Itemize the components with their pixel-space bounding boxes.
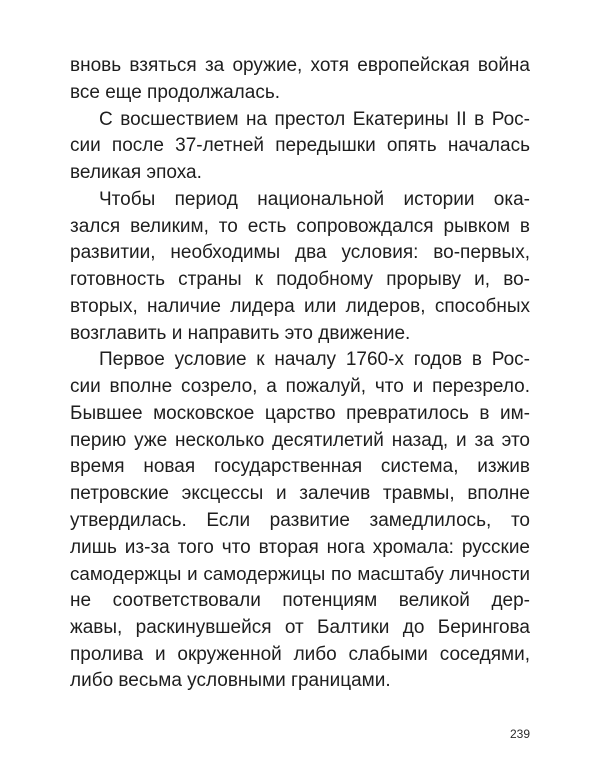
text-line: жавы, раскинувшейся от Балтики до Берингова — [70, 616, 530, 638]
text-line: время новая государственная система, изжив — [70, 456, 530, 478]
body-text — [70, 53, 530, 695]
text-line: лишь из-за того что вторая нога хромала: русские — [70, 536, 530, 558]
text-line: либо весьма условными границами. — [70, 670, 391, 692]
text-line: сии вполне созрело, а пожалуй, что и перезрело. — [70, 376, 530, 397]
page-number: 239 — [509, 727, 530, 741]
text-line: великая эпоха. — [70, 162, 202, 183]
text-line: С восшествием на престол Екатерины II в Рос- — [99, 108, 530, 130]
text-line: петровские эксцессы и залечив травмы, вполне — [70, 483, 530, 504]
text-line: утвердилась. Если развитие замедлилось, то — [70, 509, 530, 531]
text-line: развитии, необходимы два условия: во-первых, — [70, 242, 530, 264]
text-line: возглавить и направить это движение. — [70, 322, 411, 344]
text-line: готовность страны к подобному прорыву и, во- — [70, 269, 530, 290]
text-line: вторых, наличие лидера или лидеров, способных — [70, 295, 530, 317]
text-line: пролива и окруженной либо слабыми соседями, — [70, 643, 530, 665]
text-line: Первое условие к началу 1760-х годов в Рос- — [99, 349, 530, 371]
text-line: зался великим, то есть сопровождался рывком в — [70, 215, 530, 237]
text-line: вновь взяться за оружие, хотя европейская война — [70, 55, 530, 76]
text-line: Чтобы период национальной истории ока- — [99, 188, 530, 210]
text-line: самодержцы и самодержицы по масштабу личноcти — [70, 563, 530, 585]
text-line: Бывшее московское царство превратилось в им- — [70, 402, 530, 424]
text-line: не соответствовали потенциям великой дер- — [70, 590, 530, 611]
text-line: все еще продолжалась. — [70, 81, 280, 103]
text-line: перию уже несколько десятилетий назад, и за это — [70, 429, 530, 451]
text-line: сии после 37-летней передышки опять началась — [70, 135, 530, 157]
